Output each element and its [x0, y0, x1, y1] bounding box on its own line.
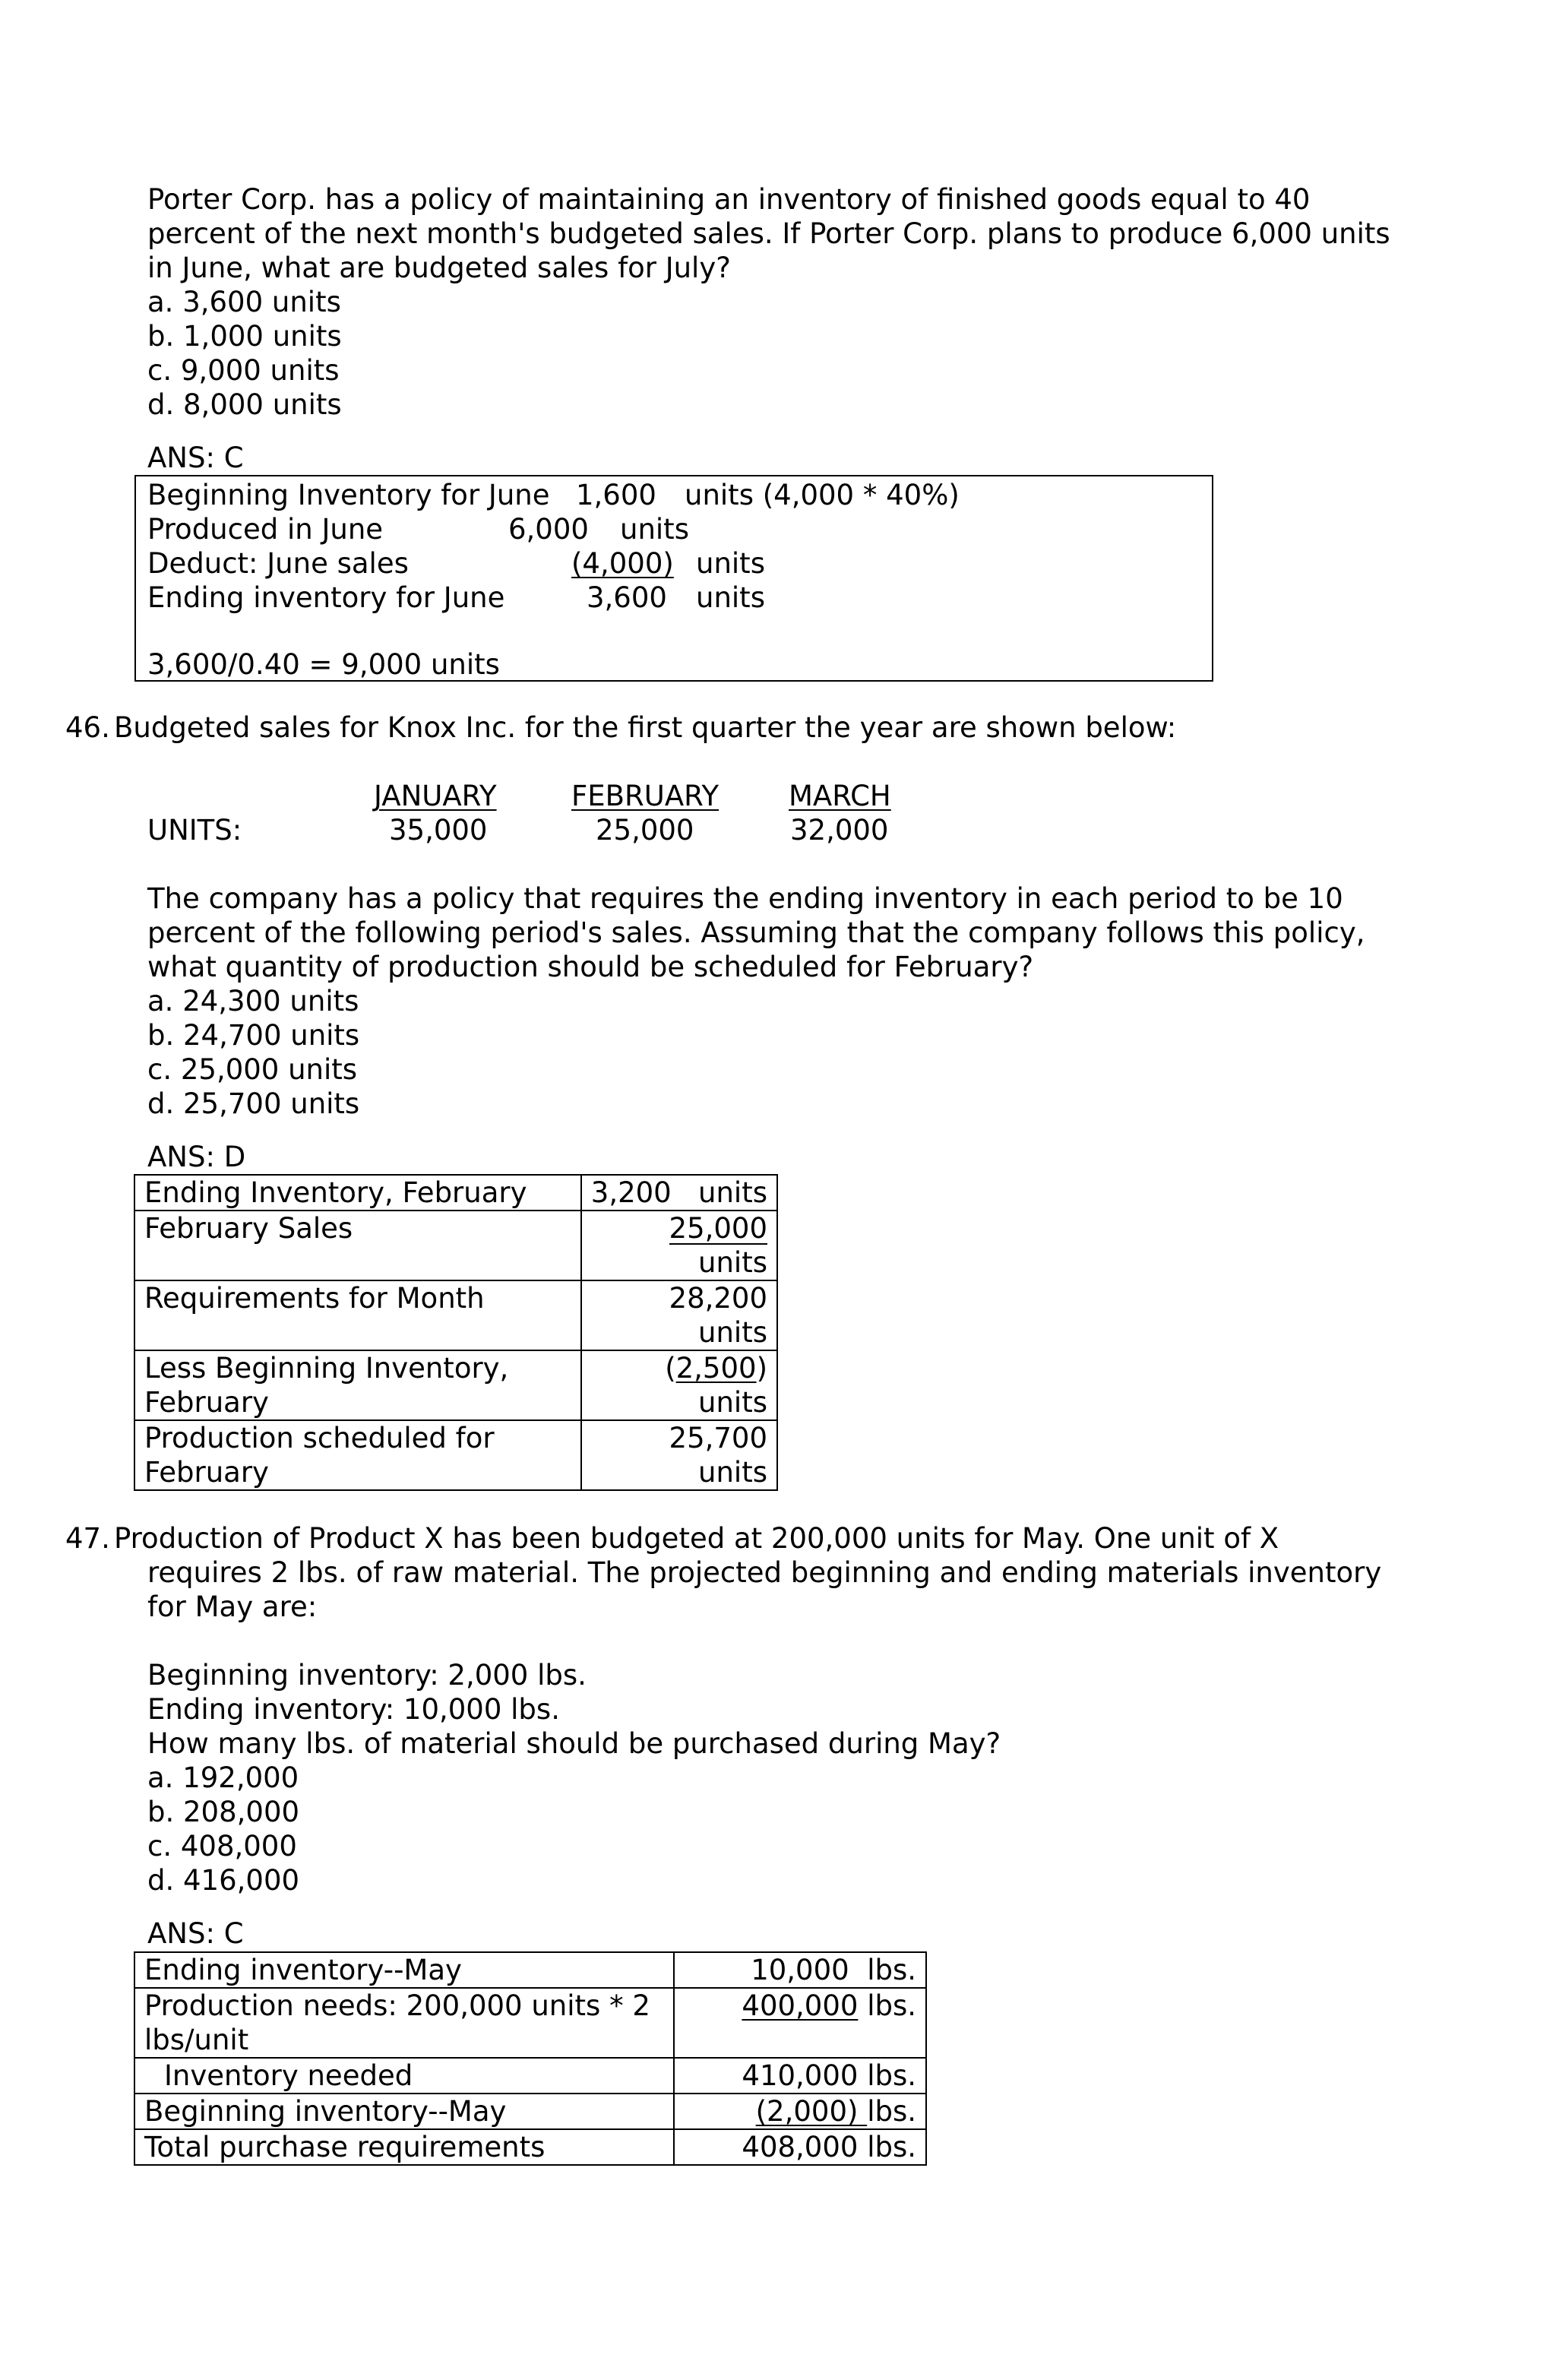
- q46-solution-table: [134, 1174, 778, 1491]
- q46-sales-table: [147, 779, 983, 847]
- question-line: percent of the next month's budgeted sales. If Porter Corp. plans to produce 6,000 units: [147, 217, 1390, 250]
- q46-options: [147, 984, 359, 1121]
- row-label: Ending inventory--May: [134, 1952, 674, 1988]
- option-b: b. 1,000 units: [147, 320, 342, 353]
- month-header: MARCH: [789, 780, 891, 812]
- row-value: 25,700 units: [581, 1420, 777, 1490]
- row-label: Ending Inventory, February: [134, 1175, 581, 1211]
- row-label: Beginning inventory--May: [134, 2094, 674, 2129]
- option-d: d. 416,000: [147, 1864, 300, 1897]
- q47-question-line-3: for May are:: [147, 1590, 318, 1623]
- solution-row: Ending inventory for June 3,600 units: [147, 581, 765, 614]
- row-label: Less Beginning Inventory, February: [134, 1350, 581, 1420]
- q47-solution-table: [134, 1951, 927, 2166]
- row-label: February Sales: [134, 1211, 581, 1280]
- row-value: 410,000 lbs.: [674, 2058, 926, 2094]
- question-line: percent of the following period's sales. Assuming that the company follows this policy,: [147, 916, 1365, 949]
- question-line: in June, what are budgeted sales for July?: [147, 252, 731, 284]
- row-value: 10,000 lbs.: [674, 1952, 926, 1988]
- solution-result: 3,600/0.40 = 9,000 units: [147, 648, 500, 681]
- month-header: FEBRUARY: [571, 780, 719, 812]
- q47-question-line-2: requires 2 lbs. of raw material. The projected beginning and ending materials inventory: [147, 1556, 1382, 1589]
- option-c: c. 408,000: [147, 1830, 297, 1863]
- row-value: 25,000 units: [581, 1211, 777, 1280]
- q46-question: Budgeted sales for Knox Inc. for the first quarter the year are shown below:: [114, 711, 1177, 744]
- row-label: Requirements for Month: [134, 1280, 581, 1350]
- row-label: Inventory needed: [134, 2058, 674, 2094]
- row-label: Production needs: 200,000 units * 2 lbs/unit: [134, 1988, 674, 2058]
- table-row: [134, 1350, 777, 1420]
- row-value: 3,200 units: [581, 1175, 777, 1211]
- q46-policy: [147, 881, 1365, 984]
- row-value: 408,000 lbs.: [674, 2129, 926, 2165]
- table-row: [134, 2058, 926, 2094]
- q45-question: [147, 182, 1390, 285]
- detail-line: How many lbs. of material should be purchased during May?: [147, 1727, 1001, 1760]
- row-value: 400,000 lbs.: [674, 1988, 926, 2058]
- q47-details: [147, 1658, 1001, 1761]
- q47-number: 47.: [65, 1522, 110, 1555]
- option-d: d. 25,700 units: [147, 1087, 360, 1120]
- table-row: [134, 1952, 926, 1988]
- row-value: (2,000) lbs.: [674, 2094, 926, 2129]
- solution-row: Beginning Inventory for June 1,600 units (4,000 * 40%): [147, 479, 960, 511]
- q46-number: 46.: [65, 711, 110, 744]
- option-c: c. 9,000 units: [147, 354, 340, 387]
- option-a: a. 24,300 units: [147, 985, 359, 1018]
- sales-value: 25,000: [596, 814, 694, 847]
- table-row: [134, 2129, 926, 2165]
- table-row: [134, 2094, 926, 2129]
- sales-value: 32,000: [790, 814, 889, 847]
- sales-value: 35,000: [389, 814, 488, 847]
- detail-line: Ending inventory: 10,000 lbs.: [147, 1693, 560, 1726]
- row-label: Production scheduled for February: [134, 1420, 581, 1490]
- table-row: [134, 1175, 777, 1211]
- table-row: [134, 1420, 777, 1490]
- question-line: Porter Corp. has a policy of maintaining an inventory of finished goods equal to 40: [147, 183, 1311, 216]
- q47-options: [147, 1761, 299, 1897]
- q47-answer: ANS: C: [147, 1917, 244, 1950]
- q45-solution-box: [134, 475, 1213, 682]
- q45-options: [147, 285, 342, 422]
- option-a: a. 192,000: [147, 1761, 299, 1794]
- option-c: c. 25,000 units: [147, 1053, 358, 1086]
- table-row: [134, 1280, 777, 1350]
- q46-answer: ANS: D: [147, 1141, 246, 1173]
- question-line: what quantity of production should be scheduled for February?: [147, 951, 1034, 983]
- solution-row: Produced in June 6,000 units: [147, 513, 689, 546]
- option-b: b. 24,700 units: [147, 1019, 360, 1052]
- month-header: JANUARY: [374, 780, 497, 812]
- solution-row: Deduct: June sales (4,000) units: [147, 547, 765, 580]
- option-b: b. 208,000: [147, 1796, 300, 1828]
- row-label: Total purchase requirements: [134, 2129, 674, 2165]
- row-value: 28,200 units: [581, 1280, 777, 1350]
- question-line: The company has a policy that requires the ending inventory in each period to be 10: [147, 882, 1343, 915]
- table-row: [134, 1211, 777, 1280]
- detail-line: Beginning inventory: 2,000 lbs.: [147, 1659, 587, 1692]
- q47-question-line-1: Production of Product X has been budgeted at 200,000 units for May. One unit of X: [114, 1522, 1279, 1555]
- q45-answer: ANS: C: [147, 442, 244, 474]
- option-a: a. 3,600 units: [147, 286, 341, 318]
- row-value: (2,500) units: [581, 1350, 777, 1420]
- option-d: d. 8,000 units: [147, 388, 342, 421]
- row-label: UNITS:: [147, 814, 242, 847]
- table-row: [134, 1988, 926, 2058]
